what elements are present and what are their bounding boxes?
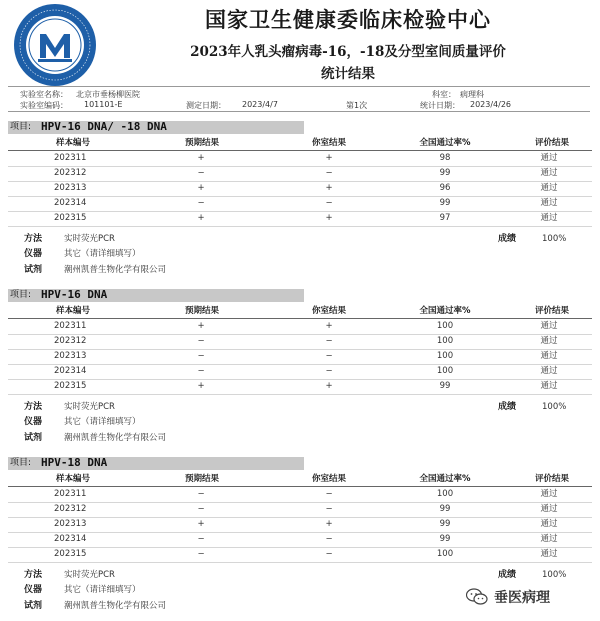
sample-id: 202315 [54,549,87,559]
report-subtitle-2: 统计结果 [321,66,375,82]
col-expected: 预期结果 [184,306,219,316]
lab-name-value: 北京市垂杨柳医院 [76,90,140,99]
table-row [8,487,592,503]
item-name: HPV-16 DNA/ -18 DNA [41,120,167,133]
evaluation: 通过 [540,183,558,193]
table-row [8,532,592,548]
instrument-value: 其它（请详细填写） [64,417,141,427]
expected-result: − [197,198,205,208]
lab-code-value: 101101-E [84,100,123,109]
table-row [8,547,592,563]
your-result: + [325,321,333,331]
grade-label: 成绩 [498,402,517,412]
pass-rate: 99 [439,381,451,391]
sample-id: 202313 [54,351,87,361]
evaluation: 通过 [540,489,558,499]
round-value: 第1次 [346,101,368,110]
sample-id: 202314 [54,366,87,376]
evaluation: 通过 [540,153,558,163]
col-sample-id: 样本编号 [56,138,91,148]
result-section [8,121,592,285]
table-row [8,196,592,212]
sample-id: 202314 [54,198,87,208]
grade-label: 成绩 [498,234,517,244]
grade-label: 成绩 [498,570,517,580]
method-value: 实时荧光PCR [64,402,115,412]
evaluation: 通过 [540,519,558,529]
col-your-result: 你室结果 [311,138,346,148]
table-row [8,181,592,197]
evaluation: 通过 [540,213,558,223]
expected-result: − [197,489,205,499]
stat-date-value: 2023/4/26 [470,100,512,109]
item-label: 项目: [10,290,32,300]
pass-rate: 100 [436,549,454,559]
report-header [0,0,600,90]
col-evaluation: 评价结果 [534,306,569,316]
expected-result: − [197,168,205,178]
your-result: − [325,336,333,346]
pass-rate: 97 [439,213,451,223]
reagent-label: 试剂 [24,433,43,443]
evaluation: 通过 [540,381,558,391]
pass-rate: 99 [439,534,451,544]
grade-value: 100% [542,234,567,244]
wechat-icon [466,588,488,606]
item-name: HPV-18 DNA [41,456,108,469]
reagent-label: 试剂 [24,601,43,611]
table-header [8,304,592,319]
instrument-label: 仪器 [24,249,43,259]
pass-rate: 99 [439,519,451,529]
table-row [8,349,592,365]
method-row [8,232,592,246]
table-row [8,364,592,380]
item-name: HPV-16 DNA [41,288,108,301]
reagent-label: 试剂 [24,265,43,275]
pass-rate: 98 [439,153,451,163]
table-row [8,334,592,350]
col-your-result: 你室结果 [311,474,346,484]
sample-id: 202312 [54,336,87,346]
col-sample-id: 样本编号 [56,306,91,316]
reagent-row [8,263,592,277]
your-result: − [325,504,333,514]
method-label: 方法 [24,570,43,580]
reagent-value: 潮州凯普生物化学有限公司 [64,265,167,275]
table-row [8,166,592,182]
evaluation: 通过 [540,168,558,178]
your-result: − [325,549,333,559]
your-result: − [325,489,333,499]
evaluation: 通过 [540,504,558,514]
your-result: + [325,153,333,163]
sample-id: 202313 [54,183,87,193]
reagent-row [8,431,592,445]
reagent-value: 潮州凯普生物化学有限公司 [64,601,167,611]
col-sample-id: 样本编号 [56,474,91,484]
evaluation: 通过 [540,198,558,208]
col-your-result: 你室结果 [311,306,346,316]
lab-name-label: 实验室名称： [20,90,68,99]
instrument-value: 其它（请详细填写） [64,249,141,259]
your-result: − [325,534,333,544]
expected-result: + [197,183,205,193]
your-result: + [325,381,333,391]
expected-result: + [197,381,205,391]
method-row [8,400,592,414]
report-title: 国家卫生健康委临床检验中心 [205,7,491,32]
watermark-text: 垂医病理 [494,590,550,606]
evaluation: 通过 [540,366,558,376]
stat-date-label: 统计日期： [420,101,460,110]
your-result: + [325,519,333,529]
pass-rate: 96 [439,183,451,193]
table-header [8,472,592,487]
test-date-label: 测定日期： [186,101,226,110]
item-label: 项目: [10,122,32,132]
expected-result: + [197,519,205,529]
sample-id: 202312 [54,504,87,514]
grade-value: 100% [542,570,567,580]
item-label: 项目: [10,458,32,468]
evaluation: 通过 [540,321,558,331]
dept-value: 病理科 [460,90,484,99]
expected-result: − [197,534,205,544]
method-value: 实时荧光PCR [64,234,115,244]
instrument-row [8,247,592,261]
evaluation: 通过 [540,351,558,361]
reagent-value: 潮州凯普生物化学有限公司 [64,433,167,443]
grade-value: 100% [542,402,567,412]
col-evaluation: 评价结果 [534,474,569,484]
instrument-label: 仪器 [24,417,43,427]
pass-rate: 100 [436,351,454,361]
your-result: − [325,198,333,208]
col-pass-rate: 全国通过率% [419,138,471,148]
pass-rate: 100 [436,336,454,346]
evaluation: 通过 [540,534,558,544]
col-expected: 预期结果 [184,474,219,484]
lab-info-box [8,86,590,112]
table-row [8,517,592,533]
expected-result: − [197,351,205,361]
instrument-value: 其它（请详细填写） [64,585,141,595]
sample-id: 202315 [54,213,87,223]
evaluation: 通过 [540,549,558,559]
col-pass-rate: 全国通过率% [419,474,471,484]
sample-id: 202314 [54,534,87,544]
table-row [8,211,592,227]
pass-rate: 100 [436,489,454,499]
your-result: − [325,168,333,178]
evaluation: 通过 [540,336,558,346]
result-section [8,289,592,453]
expected-result: − [197,366,205,376]
instrument-row [8,415,592,429]
col-expected: 预期结果 [184,138,219,148]
col-evaluation: 评价结果 [534,138,569,148]
dept-label: 科室： [432,90,456,99]
report-subtitle: 2023年人乳头瘤病毒-16，-18及分型室间质量评价 [190,44,506,60]
your-result: − [325,351,333,361]
pass-rate: 99 [439,168,451,178]
table-row [8,319,592,335]
watermark [466,584,596,612]
pass-rate: 99 [439,504,451,514]
sample-id: 202313 [54,519,87,529]
lab-code-label: 实验室编码： [20,101,68,110]
your-result: + [325,183,333,193]
expected-result: − [197,504,205,514]
nccl-logo [12,2,98,88]
method-label: 方法 [24,234,43,244]
expected-result: − [197,336,205,346]
col-pass-rate: 全国通过率% [419,306,471,316]
expected-result: + [197,153,205,163]
pass-rate: 100 [436,366,454,376]
sample-id: 202311 [54,489,87,499]
expected-result: + [197,213,205,223]
sample-id: 202315 [54,381,87,391]
table-row [8,502,592,518]
expected-result: + [197,321,205,331]
method-label: 方法 [24,402,43,412]
test-date-value: 2023/4/7 [242,100,278,109]
expected-result: − [197,549,205,559]
instrument-label: 仪器 [24,585,43,595]
your-result: − [325,366,333,376]
table-row [8,151,592,167]
your-result: + [325,213,333,223]
sample-id: 202311 [54,321,87,331]
pass-rate: 100 [436,321,454,331]
table-row [8,379,592,395]
method-value: 实时荧光PCR [64,570,115,580]
sample-id: 202311 [54,153,87,163]
method-row [8,568,592,582]
table-header [8,136,592,151]
pass-rate: 99 [439,198,451,208]
sample-id: 202312 [54,168,87,178]
